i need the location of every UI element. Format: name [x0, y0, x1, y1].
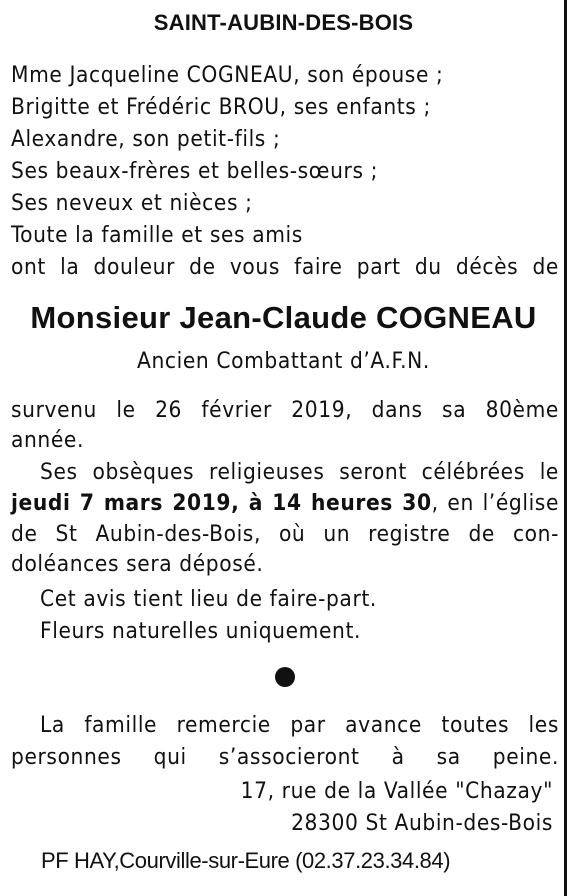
family-line-children: Brigitte et Frédéric BROU, ses enfants ;: [11, 94, 431, 120]
family-line-in-laws: Ses beaux-frères et belles-sœurs ;: [11, 158, 379, 184]
family-line-grandson: Alexandre, son petit-fils ;: [11, 126, 281, 152]
thanks-line-1: La famille remercie par avance toutes les: [40, 712, 559, 738]
funeral-line-3: de St Aubin-des-Bois, où un registre de con-: [11, 521, 559, 547]
funeral-place-start: , en l’église: [431, 490, 560, 516]
town-heading: SAINT-AUBIN-DES-BOIS: [153, 10, 414, 35]
address-city: 28300 St Aubin-des-Bois: [291, 810, 553, 836]
death-age-line: année.: [11, 427, 85, 453]
notice-flowers: Fleurs naturelles uniquement.: [40, 618, 362, 644]
separator-bullet: [275, 667, 295, 687]
deceased-name: Monsieur Jean-Claude COGNEAU: [30, 300, 537, 335]
thanks-line-2: personnes qui s’associeront à sa peine.: [11, 744, 559, 770]
announce-line: ont la douleur de vous faire part du décès de: [11, 254, 559, 280]
funeral-home-contact: PF HAY,Courville-sur-Eure (02.37.23.34.84): [41, 848, 451, 873]
family-line-all: Toute la famille et ses amis: [11, 222, 303, 248]
funeral-date: jeudi 7 mars 2019, à 14 heures 30: [11, 490, 432, 516]
deceased-title: Ancien Combattant d’A.F.N.: [137, 348, 430, 374]
funeral-line-1: Ses obsèques religieuses seront célébrées le: [40, 459, 559, 485]
family-line-spouse: Mme Jacqueline COGNEAU, son épouse ;: [11, 62, 444, 88]
family-line-nephews: Ses neveux et nièces ;: [11, 190, 253, 216]
death-date-line: survenu le 26 février 2019, dans sa 80ème: [11, 397, 559, 423]
notice-faire-part: Cet avis tient lieu de faire-part.: [40, 586, 377, 612]
funeral-line-4: doléances sera déposé.: [11, 551, 264, 577]
address-street: 17, rue de la Vallée "Chazay": [240, 778, 553, 804]
funeral-line-2: [11, 490, 559, 516]
